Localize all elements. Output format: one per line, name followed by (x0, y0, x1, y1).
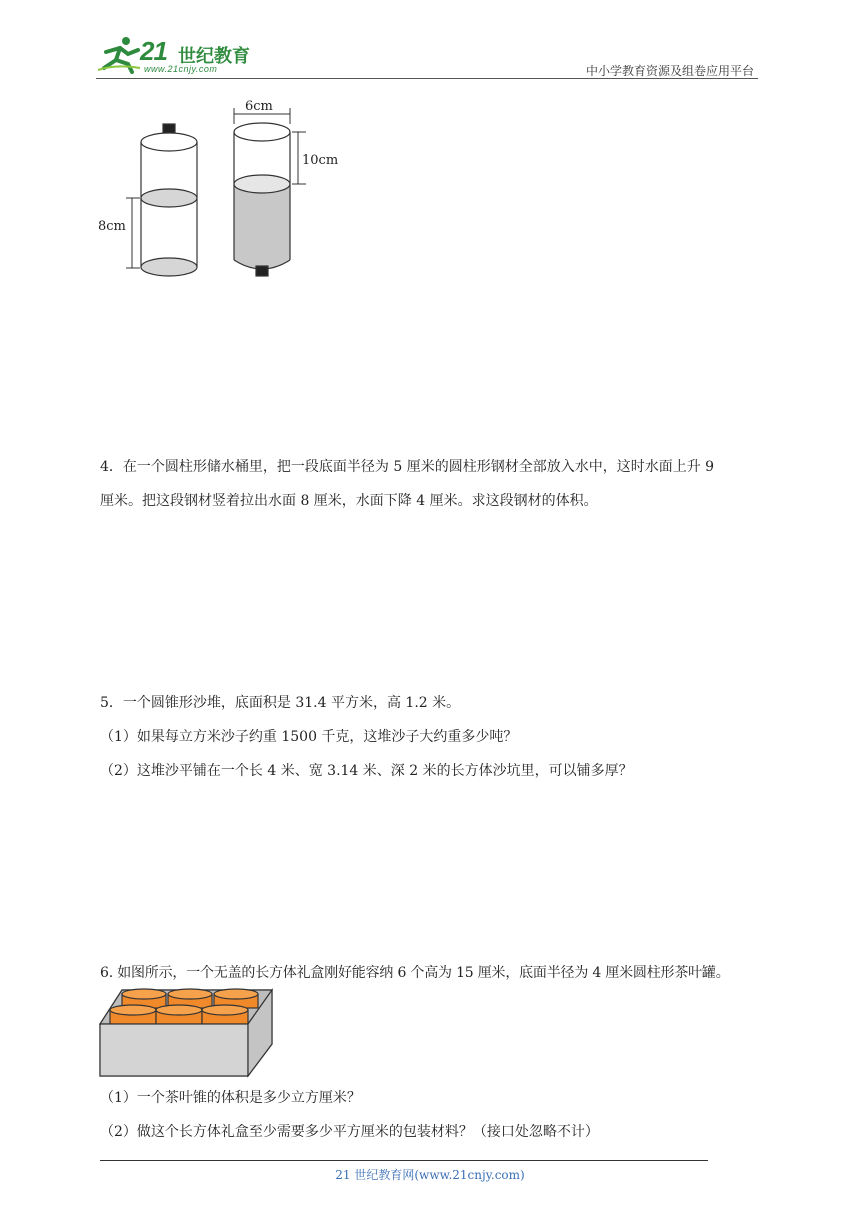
q6-sub1: （1）一个茶叶锥的体积是多少立方厘米？ (100, 1090, 361, 1106)
q6-line1: 6. 如图所示，一个无盖的长方体礼盒刚好能容纳 6 个高为 15 厘米，底面半径为 4 厘米圆柱形茶叶罐。 (100, 965, 730, 981)
q4-line1: 4．在一个圆柱形储水桶里，把一段底面半径为 5 厘米的圆柱形钢材全部放入水中，这时水面上升 9 (100, 459, 715, 475)
q5-sub1: （1）如果每立方米沙子约重 1500 千克，这堆沙子大约重多少吨？ (100, 729, 518, 745)
logo-url: www.21cnjy.com (144, 64, 218, 74)
q4-line2: 厘米。把这段钢材竖着拉出水面 8 厘米，水面下降 4 厘米。求这段钢材的体积。 (100, 493, 598, 509)
logo-title: 世纪教育 (178, 46, 250, 67)
height-dimension (126, 198, 140, 268)
q5-line1: 5．一个圆锥形沙堆，底面积是 31.4 平方米，高 1.2 米。 (100, 695, 461, 711)
page-header (96, 30, 758, 79)
label-6cm: 6cm (245, 99, 273, 114)
tea-can-front-row (110, 1005, 248, 1024)
q5-sub2: （2）这堆沙平铺在一个长 4 米、宽 3.14 米、深 2 米的长方体沙坑里，可以铺多厚？ (100, 763, 633, 779)
label-8cm: 8cm (98, 219, 126, 234)
platform-name: 中小学教育资源及组卷应用平台 (585, 64, 754, 78)
inverted-bottle (234, 123, 290, 276)
footer-divider (100, 1160, 708, 1161)
footer-link[interactable]: 21 世纪教育网(www.21cnjy.com) (335, 1168, 525, 1182)
site-logo[interactable] (96, 34, 256, 74)
bottle-diagram (90, 92, 350, 282)
runner-logo-icon (96, 34, 144, 74)
q6-sub2: （2）做这个长方体礼盒至少需要多少平方厘米的包装材料？（接口处忽略不计） (100, 1124, 599, 1140)
gift-box-diagram (98, 986, 274, 1078)
label-10cm: 10cm (302, 153, 339, 168)
logo-number: 21 (140, 36, 167, 66)
upright-bottle (141, 124, 197, 276)
